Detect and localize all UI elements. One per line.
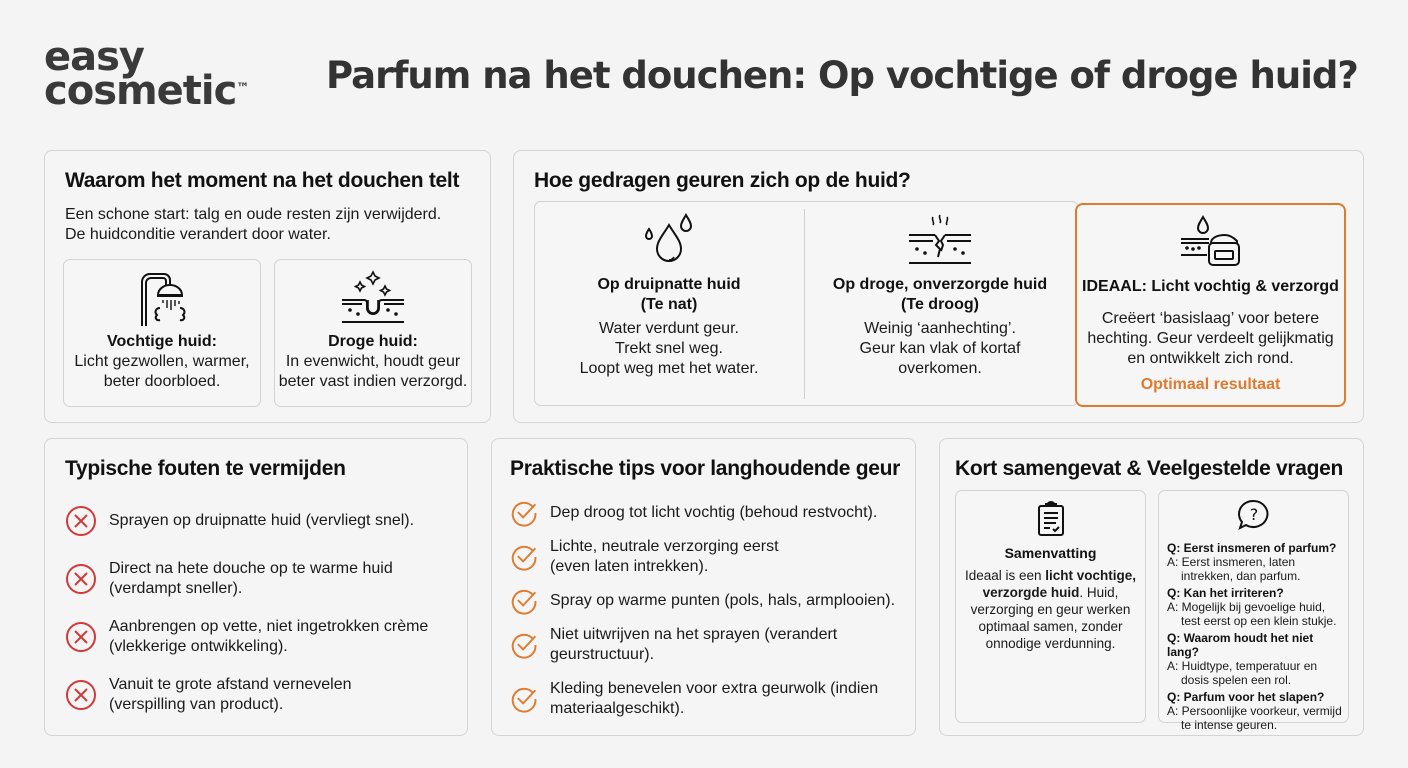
card-text: Water verdunt geur.: [599, 320, 739, 337]
card-text: Trekt snel weg.: [615, 340, 723, 357]
faq-list: [1167, 541, 1344, 732]
summary-card: [955, 490, 1146, 723]
x-circle-icon: [65, 679, 97, 711]
water-drops-icon: [641, 213, 697, 267]
card-text: Geur kan vlak of kortaf: [859, 340, 1021, 357]
panel-summary-faq: [939, 438, 1364, 736]
check-circle-icon: [510, 543, 538, 571]
shower-icon: [132, 270, 192, 328]
divider: [804, 209, 805, 399]
card-subtitle: (Te droog): [901, 296, 979, 313]
summary-text: [962, 567, 1139, 652]
panel-title: Kort samengevat & Veelgestelde vragen: [955, 457, 1344, 480]
question-bubble-icon: [1238, 499, 1270, 531]
faq-question: Q: Eerst insmeren of parfum?: [1167, 541, 1337, 555]
optimal-result-label: Optimaal resultaat: [1140, 376, 1281, 393]
card-text: Loopt weg met het water.: [579, 360, 759, 377]
faq-item: [1167, 631, 1344, 687]
card-dry-skin: [274, 259, 472, 407]
mistake-text: Direct na hete douche op te warme huid: [109, 560, 393, 577]
panel-title: Typische fouten te vermijden: [65, 457, 346, 480]
cracked-skin-icon: [907, 213, 973, 267]
faq-answer: A: Eerst insmeren, laten intrekken, dan parfum.: [1167, 555, 1301, 583]
tip-item: [510, 625, 837, 665]
tip-item: [510, 679, 878, 719]
card-title: Op droge, onverzorgde huid: [832, 276, 1048, 293]
tip-text: Dep droog tot licht vochtig (behoud restvocht).: [550, 504, 878, 521]
faq-card: [1158, 490, 1349, 732]
summary-text-bold: licht vochtige, verzorgde huid: [982, 568, 1137, 600]
tip-item: [510, 537, 779, 577]
mistake-item: [65, 675, 352, 715]
svg-text:?: ?: [1249, 505, 1258, 524]
check-circle-icon: [510, 499, 538, 527]
tip-text: Lichte, neutrale verzorging eerst: [550, 538, 779, 555]
x-circle-icon: [65, 621, 97, 653]
mistake-item: [65, 617, 428, 657]
brand-line1: easy: [44, 34, 145, 80]
mistake-text: (verspilling van product).: [109, 696, 284, 713]
faq-item: [1167, 541, 1344, 583]
card-text: hechting. Geur verdeelt gelijkmatig: [1087, 330, 1334, 347]
mistake-text: Sprayen op druipnatte huid (vervliegt snel).: [109, 512, 415, 529]
faq-answer: A: Persoonlijke voorkeur, vermijd te intense geuren.: [1167, 704, 1342, 732]
card-text: overkomen.: [898, 360, 982, 377]
faq-answer: A: Mogelijk bij gevoelige huid, test eerst op een klein stukje.: [1167, 600, 1337, 628]
summary-title: Samenvatting: [1004, 545, 1097, 561]
faq-item: [1167, 586, 1344, 628]
faq-question: Q: Waarom houdt het niet lang?: [1167, 631, 1314, 659]
intro-line: Een schone start: talg en oude resten zijn verwijderd.: [65, 206, 442, 223]
card-ideal-skin: [1075, 203, 1346, 407]
card-text: Licht gezwollen, warmer,: [74, 353, 250, 370]
skin-sparkle-icon: [340, 270, 406, 326]
card-subtitle: (Te nat): [640, 296, 698, 313]
tip-item: [510, 499, 877, 527]
card-text: Creëert ‘basislaag’ voor betere: [1101, 310, 1320, 327]
brand-logo: [44, 34, 250, 114]
card-text: beter vast indien verzorgd.: [278, 373, 468, 390]
summary-text-post: . Huid, verzorging en geur werken optimaal samen, zonder onnodige verdunning.: [970, 585, 1131, 651]
tip-text: materiaalgeschikt).: [550, 700, 685, 717]
intro-line: De huidconditie verandert door water.: [65, 226, 331, 243]
mistake-text: Aanbrengen op vette, niet ingetrokken crème: [109, 618, 429, 635]
card-title: IDEAAL: Licht vochtig & verzorgd: [1082, 278, 1339, 295]
card-wet-skin: [536, 203, 802, 403]
page-title: Parfum na het douchen: Op vochtige of droge huid?: [326, 54, 1358, 97]
panel-why: [44, 150, 491, 423]
x-circle-icon: [65, 505, 97, 537]
cream-jar-icon: [1179, 215, 1243, 269]
card-title: Droge huid:: [328, 333, 418, 350]
trademark: ™: [236, 81, 250, 96]
x-circle-icon: [65, 563, 97, 595]
tip-text: (even laten intrekken).: [550, 558, 709, 575]
panel-title: Hoe gedragen geuren zich op de huid?: [534, 169, 911, 192]
panel-tips: [491, 438, 916, 736]
faq-answer: A: Huidtype, temperatuur en dosis spelen een rol.: [1167, 659, 1318, 687]
mistake-text: (verdampt sneller).: [109, 580, 243, 597]
mistake-item: [65, 559, 393, 599]
panel-behaviour: [513, 150, 1364, 423]
card-text: en ontwikkelt zich rond.: [1127, 350, 1294, 367]
panel-title: Praktische tips voor langhoudende geur: [510, 457, 901, 480]
check-circle-icon: [510, 685, 538, 713]
tip-text: Niet uitwrijven na het sprayen (verandert: [550, 626, 838, 643]
clipboard-icon: [1036, 501, 1066, 537]
check-circle-icon: [510, 587, 538, 615]
tip-text: Spray op warme punten (pols, hals, armplooien).: [550, 592, 896, 609]
faq-question: Q: Parfum voor het slapen?: [1167, 690, 1325, 704]
card-moist-skin: [63, 259, 261, 407]
card-text: Weinig ‘aanhechting’.: [864, 320, 1016, 337]
mistake-text: (vlekkerige ontwikkeling).: [109, 638, 288, 655]
faq-item: [1167, 690, 1344, 732]
card-title: Vochtige huid:: [107, 333, 217, 350]
panel-title: Waarom het moment na het douchen telt: [65, 169, 460, 192]
card-text: beter doorbloed.: [103, 373, 221, 390]
mistake-item: [65, 505, 414, 537]
card-title: Op druipnatte huid: [597, 276, 741, 293]
tip-item: [510, 587, 895, 615]
intro-text: [65, 205, 441, 245]
card-dry-unkempt-skin: [806, 203, 1074, 403]
tip-text: geurstructuur).: [550, 646, 655, 663]
brand-line2: cosmetic: [44, 68, 237, 114]
tip-text: Kleding benevelen voor extra geurwolk (indien: [550, 680, 879, 697]
mistake-text: Vanuit te grote afstand vernevelen: [109, 676, 352, 693]
check-circle-icon: [510, 631, 538, 659]
panel-mistakes: [44, 438, 468, 736]
card-text: In evenwicht, houdt geur: [285, 353, 461, 370]
summary-text-pre: Ideaal is een: [964, 568, 1046, 583]
faq-question: Q: Kan het irriteren?: [1167, 586, 1284, 600]
